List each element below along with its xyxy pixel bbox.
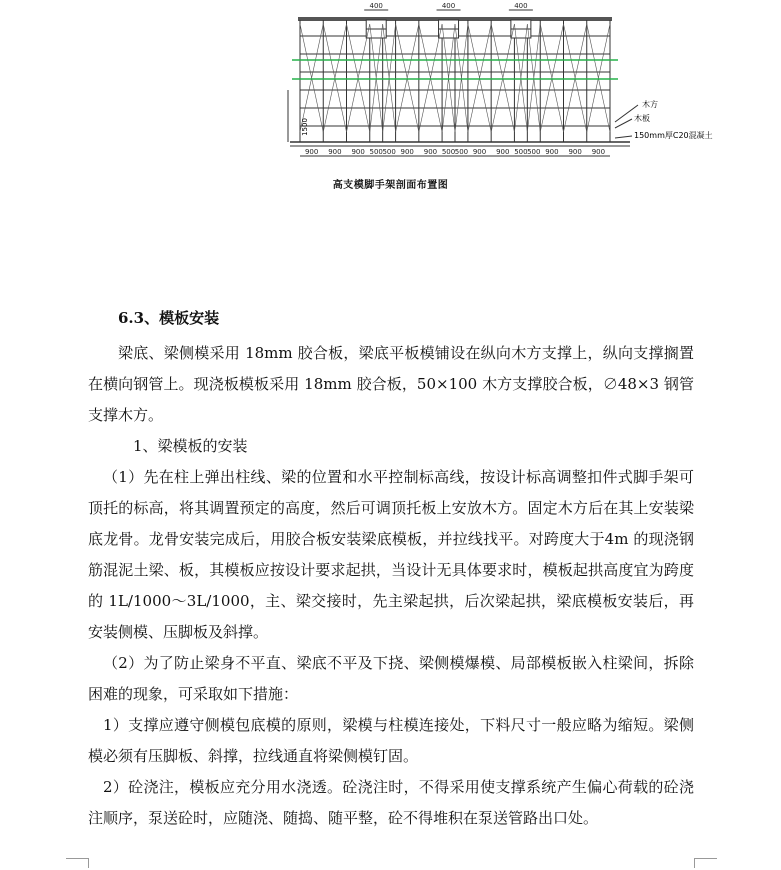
dim-bottom-label: 500 (527, 148, 541, 156)
paragraph-2: （2）为了防止梁身不平直、梁底不平及下挠、梁侧模爆模、局部模板嵌入柱梁间，拆除困难的现象，可采取如下措施： (88, 654, 694, 703)
dim-bottom-label: 500 (454, 148, 469, 156)
section-heading: 6.3、模板安装 (118, 309, 220, 327)
dim-bottom-label: 900 (351, 148, 365, 156)
list-item-2: 2）砼浇注，模板应充分用水浇透。砼浇注时，不得采用使支撑系统产生偏心荷载的砼浇注顺序，泵送砼时，应随浇、随捣、随平整，砼不得堆积在泵送管路出口处。 (88, 778, 694, 827)
intro-paragraph: 梁底、梁侧模采用 18mm 胶合板，梁底平板模铺设在纵向木方支撑上，纵向支撑搁置在横向钢管上。现浇板模板采用 18mm 胶合板，50×100 木方支撑胶合板，∅48×3 钢管支撑木方。 (88, 344, 694, 424)
dim-bottom-label: 500 (441, 148, 456, 156)
dim-top-label: 400 (441, 2, 456, 10)
list-item-1: 1）支撑应遵守侧模包底模的原则，梁模与柱模连接处，下料尺寸一般应略为缩短。梁侧模必须有压脚板、斜撑，拉线通直将梁侧模钉固。 (88, 716, 694, 765)
body-text (88, 338, 694, 834)
dim-bottom-label: 900 (545, 148, 559, 156)
legend-board: 木板 (634, 114, 650, 123)
dim-bottom-label: 900 (304, 148, 319, 156)
dim-bottom-label: 500 (514, 148, 528, 156)
leader-line (615, 136, 632, 138)
scaffold-section-drawing (280, 0, 730, 170)
dim-bottom-label: 500 (369, 148, 383, 156)
subsection-title: 1、梁模板的安装 (133, 437, 248, 455)
dim-bottom-label: 900 (568, 148, 582, 156)
dim-top-label: 400 (369, 2, 383, 10)
paragraph-1: （1）先在柱上弹出柱线、梁的位置和水平控制标高线，按设计标高调整扣件式脚手架可顶托的标高，将其调置预定的高度，然后可调顶托板上安放木方。固定木方后在其上安装梁底龙骨。龙骨安装完成后，用胶合板安装梁底模板，并拉线找平。对跨度大于4m 的现浇钢筋混泥土梁、板，其模板应按设计要求起拱，当设计无具体要求时，模板起拱高度宜为跨度的 1L/1000～3L/1000，主、梁交接时，先主梁起拱，后次梁起拱，梁底模板安装后，再安装侧模、压脚板及斜撑。 (88, 468, 694, 641)
dim-bottom-label: 900 (423, 148, 438, 156)
dim-left-label: 1500 (301, 118, 309, 136)
legend-concrete: 150mm厚C20混凝土 (634, 131, 713, 140)
dim-bottom-label: 900 (472, 148, 487, 156)
figure-caption: 高支模脚手架剖面布置图 (332, 180, 449, 191)
dim-top-label: 400 (514, 2, 528, 10)
dim-bottom-label: 500 (382, 148, 396, 156)
dim-bottom-label: 900 (328, 148, 342, 156)
dim-bottom-label: 900 (591, 148, 606, 156)
legend-timber: 木方 (642, 100, 658, 109)
scaffold-drawing-svg (280, 0, 730, 170)
page-corner-mark-right (694, 858, 717, 868)
dim-bottom-label: 900 (400, 148, 414, 156)
page-corner-mark-left (66, 858, 89, 868)
dim-bottom-label: 900 (496, 148, 510, 156)
